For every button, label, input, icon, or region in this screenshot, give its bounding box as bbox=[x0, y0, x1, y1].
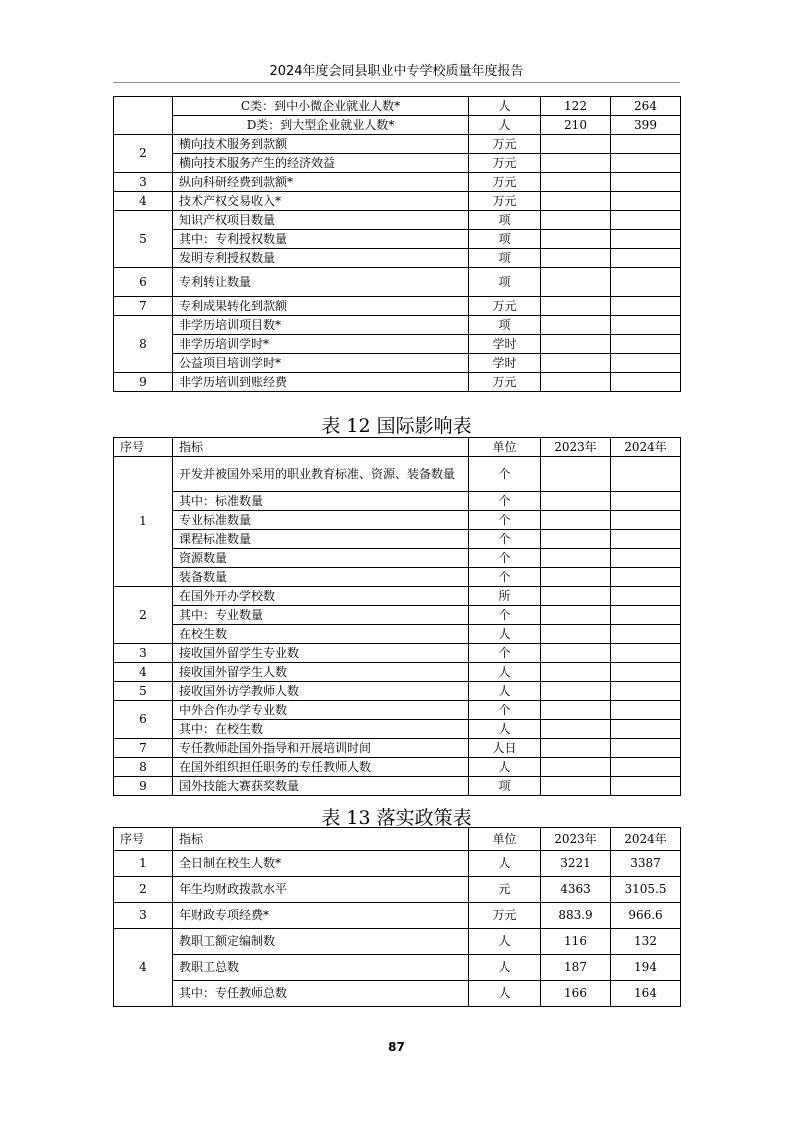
value-2023-cell bbox=[541, 173, 611, 192]
value-2023-cell bbox=[541, 316, 611, 335]
table-row bbox=[114, 335, 681, 354]
indicator-cell: 国外技能大赛获奖数量 bbox=[173, 777, 469, 796]
value-2024-cell bbox=[611, 511, 681, 530]
header-unit: 单位 bbox=[469, 438, 541, 457]
table-row bbox=[114, 739, 681, 758]
value-2023-cell: 187 bbox=[541, 955, 611, 981]
value-2023-cell bbox=[541, 682, 611, 701]
table-row bbox=[114, 587, 681, 606]
header-no: 序号 bbox=[114, 438, 173, 457]
table-row bbox=[114, 568, 681, 587]
value-2023-cell bbox=[541, 549, 611, 568]
value-2024-cell: 399 bbox=[611, 116, 681, 135]
indicator-cell: C类：到中小微企业就业人数* bbox=[173, 97, 469, 116]
table-row bbox=[114, 663, 681, 682]
unit-cell: 项 bbox=[469, 268, 541, 297]
value-2023-cell: 122 bbox=[541, 97, 611, 116]
table-row bbox=[114, 644, 681, 663]
value-2024-cell bbox=[611, 230, 681, 249]
value-2023-cell bbox=[541, 135, 611, 154]
value-2023-cell bbox=[541, 625, 611, 644]
indicator-cell: 接收国外留学生人数 bbox=[173, 663, 469, 682]
value-2024-cell bbox=[611, 211, 681, 230]
header-2023: 2023年 bbox=[541, 438, 611, 457]
header-indicator: 指标 bbox=[173, 438, 469, 457]
row-number: 5 bbox=[114, 211, 173, 268]
table-row bbox=[114, 955, 681, 981]
value-2023-cell bbox=[541, 335, 611, 354]
value-2023-cell bbox=[541, 373, 611, 392]
table-row bbox=[114, 606, 681, 625]
header-2024: 2024年 bbox=[611, 828, 681, 851]
value-2024-cell bbox=[611, 663, 681, 682]
table-row bbox=[114, 316, 681, 335]
unit-cell: 个 bbox=[469, 457, 541, 492]
unit-cell: 万元 bbox=[469, 373, 541, 392]
value-2024-cell bbox=[611, 606, 681, 625]
header-no: 序号 bbox=[114, 828, 173, 851]
indicator-cell: 其中：在校生数 bbox=[173, 720, 469, 739]
table-row bbox=[114, 354, 681, 373]
row-number: 8 bbox=[114, 316, 173, 373]
value-2023-cell bbox=[541, 268, 611, 297]
unit-cell: 项 bbox=[469, 249, 541, 268]
table-row bbox=[114, 758, 681, 777]
row-number: 3 bbox=[114, 644, 173, 663]
table-13-title: 表 13 落实政策表 bbox=[321, 807, 472, 829]
table-row bbox=[114, 981, 681, 1007]
value-2024-cell bbox=[611, 297, 681, 316]
value-2024-cell bbox=[611, 192, 681, 211]
table-row bbox=[114, 701, 681, 720]
indicator-cell: 在国外组织担任职务的专任教师人数 bbox=[173, 758, 469, 777]
unit-cell: 万元 bbox=[469, 297, 541, 316]
indicator-cell: 年财政专项经费* bbox=[173, 903, 469, 929]
table-12 bbox=[113, 437, 681, 796]
indicator-cell: 专利转让数量 bbox=[173, 268, 469, 297]
indicator-cell: 全日制在校生人数* bbox=[173, 851, 469, 877]
value-2023-cell bbox=[541, 457, 611, 492]
value-2023-cell: 166 bbox=[541, 981, 611, 1007]
row-number: 5 bbox=[114, 682, 173, 701]
row-number bbox=[114, 97, 173, 135]
row-number: 2 bbox=[114, 877, 173, 903]
unit-cell: 所 bbox=[469, 587, 541, 606]
value-2024-cell bbox=[611, 720, 681, 739]
value-2024-cell bbox=[611, 587, 681, 606]
value-2023-cell bbox=[541, 587, 611, 606]
indicator-cell: 开发并被国外采用的职业教育标准、资源、装备数量 bbox=[173, 457, 469, 492]
indicator-cell: 发明专利授权数量 bbox=[173, 249, 469, 268]
unit-cell: 项 bbox=[469, 211, 541, 230]
unit-cell: 人日 bbox=[469, 739, 541, 758]
unit-cell: 人 bbox=[469, 851, 541, 877]
indicator-cell: 专业标准数量 bbox=[173, 511, 469, 530]
indicator-cell: 教职工总数 bbox=[173, 955, 469, 981]
unit-cell: 万元 bbox=[469, 154, 541, 173]
unit-cell: 人 bbox=[469, 720, 541, 739]
unit-cell: 个 bbox=[469, 549, 541, 568]
value-2023-cell bbox=[541, 701, 611, 720]
unit-cell: 人 bbox=[469, 625, 541, 644]
value-2023-cell bbox=[541, 211, 611, 230]
row-number: 2 bbox=[114, 135, 173, 173]
unit-cell: 人 bbox=[469, 97, 541, 116]
unit-cell: 万元 bbox=[469, 173, 541, 192]
indicator-cell: 装备数量 bbox=[173, 568, 469, 587]
page-number: 87 bbox=[388, 1040, 405, 1054]
table-row bbox=[114, 116, 681, 135]
table-row bbox=[114, 549, 681, 568]
unit-cell: 人 bbox=[469, 682, 541, 701]
indicator-cell: 其中：专利授权数量 bbox=[173, 230, 469, 249]
value-2024-cell bbox=[611, 625, 681, 644]
table-row bbox=[114, 877, 681, 903]
indicator-cell: 中外合作办学专业数 bbox=[173, 701, 469, 720]
table-row bbox=[114, 249, 681, 268]
value-2024-cell bbox=[611, 777, 681, 796]
value-2023-cell bbox=[541, 720, 611, 739]
row-number: 9 bbox=[114, 373, 173, 392]
unit-cell: 万元 bbox=[469, 135, 541, 154]
value-2024-cell bbox=[611, 154, 681, 173]
table-row bbox=[114, 192, 681, 211]
header-divider bbox=[113, 82, 680, 83]
indicator-cell: 非学历培训项目数* bbox=[173, 316, 469, 335]
value-2023-cell bbox=[541, 511, 611, 530]
unit-cell: 人 bbox=[469, 663, 541, 682]
value-2023-cell bbox=[541, 154, 611, 173]
table-row bbox=[114, 457, 681, 492]
indicator-cell: 接收国外留学生专业数 bbox=[173, 644, 469, 663]
unit-cell: 学时 bbox=[469, 335, 541, 354]
table-row bbox=[114, 903, 681, 929]
unit-cell: 项 bbox=[469, 230, 541, 249]
value-2024-cell bbox=[611, 530, 681, 549]
table-row bbox=[114, 511, 681, 530]
row-number: 8 bbox=[114, 758, 173, 777]
indicator-cell: 知识产权项目数量 bbox=[173, 211, 469, 230]
table-row bbox=[114, 373, 681, 392]
row-number: 7 bbox=[114, 739, 173, 758]
header-2023: 2023年 bbox=[541, 828, 611, 851]
unit-cell: 个 bbox=[469, 606, 541, 625]
value-2024-cell bbox=[611, 549, 681, 568]
unit-cell: 人 bbox=[469, 929, 541, 955]
value-2024-cell: 966.6 bbox=[611, 903, 681, 929]
table-12-title: 表 12 国际影响表 bbox=[321, 415, 472, 437]
value-2023-cell bbox=[541, 230, 611, 249]
row-number: 4 bbox=[114, 192, 173, 211]
indicator-cell: 专任教师赴国外指导和开展培训时间 bbox=[173, 739, 469, 758]
row-number: 6 bbox=[114, 701, 173, 739]
table-row bbox=[114, 720, 681, 739]
value-2024-cell bbox=[611, 457, 681, 492]
row-number: 7 bbox=[114, 297, 173, 316]
value-2024-cell bbox=[611, 492, 681, 511]
table-header-row bbox=[114, 828, 681, 851]
unit-cell: 个 bbox=[469, 530, 541, 549]
value-2023-cell bbox=[541, 739, 611, 758]
table-row bbox=[114, 929, 681, 955]
value-2024-cell bbox=[611, 644, 681, 663]
value-2023-cell bbox=[541, 192, 611, 211]
value-2024-cell bbox=[611, 268, 681, 297]
row-number: 9 bbox=[114, 777, 173, 796]
unit-cell: 人 bbox=[469, 758, 541, 777]
table-row bbox=[114, 230, 681, 249]
indicator-cell: 教职工额定编制数 bbox=[173, 929, 469, 955]
indicator-cell: 在校生数 bbox=[173, 625, 469, 644]
row-number: 1 bbox=[114, 851, 173, 877]
table-row bbox=[114, 625, 681, 644]
value-2023-cell: 116 bbox=[541, 929, 611, 955]
unit-cell: 项 bbox=[469, 777, 541, 796]
value-2024-cell bbox=[611, 335, 681, 354]
value-2024-cell bbox=[611, 316, 681, 335]
header-indicator: 指标 bbox=[173, 828, 469, 851]
table-row bbox=[114, 154, 681, 173]
row-number: 6 bbox=[114, 268, 173, 297]
value-2024-cell bbox=[611, 249, 681, 268]
page-header-title: 2024年度会同县职业中专学校质量年度报告 bbox=[269, 64, 524, 79]
unit-cell: 个 bbox=[469, 568, 541, 587]
value-2023-cell bbox=[541, 492, 611, 511]
table-continued bbox=[113, 96, 681, 392]
unit-cell: 人 bbox=[469, 116, 541, 135]
table-row bbox=[114, 268, 681, 297]
value-2023-cell bbox=[541, 530, 611, 549]
indicator-cell: 其中：专任教师总数 bbox=[173, 981, 469, 1007]
indicator-cell: 非学历培训到账经费 bbox=[173, 373, 469, 392]
value-2024-cell bbox=[611, 701, 681, 720]
indicator-cell: 年生均财政拨款水平 bbox=[173, 877, 469, 903]
value-2023-cell: 883.9 bbox=[541, 903, 611, 929]
indicator-cell: 横向技术服务到款额 bbox=[173, 135, 469, 154]
header-2024: 2024年 bbox=[611, 438, 681, 457]
indicator-cell: D类：到大型企业就业人数* bbox=[173, 116, 469, 135]
table-row bbox=[114, 492, 681, 511]
row-number: 2 bbox=[114, 587, 173, 644]
value-2024-cell bbox=[611, 173, 681, 192]
table-row bbox=[114, 297, 681, 316]
table-row bbox=[114, 97, 681, 116]
value-2023-cell bbox=[541, 249, 611, 268]
indicator-cell: 课程标准数量 bbox=[173, 530, 469, 549]
indicator-cell: 技术产权交易收入* bbox=[173, 192, 469, 211]
table-row bbox=[114, 211, 681, 230]
indicator-cell: 横向技术服务产生的经济效益 bbox=[173, 154, 469, 173]
table-row bbox=[114, 682, 681, 701]
indicator-cell: 在国外开办学校数 bbox=[173, 587, 469, 606]
table-row bbox=[114, 851, 681, 877]
value-2023-cell bbox=[541, 777, 611, 796]
value-2024-cell bbox=[611, 682, 681, 701]
value-2024-cell: 3105.5 bbox=[611, 877, 681, 903]
table-header-row bbox=[114, 438, 681, 457]
value-2023-cell bbox=[541, 644, 611, 663]
value-2024-cell: 194 bbox=[611, 955, 681, 981]
value-2023-cell: 210 bbox=[541, 116, 611, 135]
unit-cell: 个 bbox=[469, 701, 541, 720]
unit-cell: 万元 bbox=[469, 903, 541, 929]
value-2023-cell bbox=[541, 354, 611, 373]
value-2024-cell: 264 bbox=[611, 97, 681, 116]
unit-cell: 万元 bbox=[469, 192, 541, 211]
row-number: 4 bbox=[114, 929, 173, 1007]
table-row bbox=[114, 173, 681, 192]
value-2024-cell: 132 bbox=[611, 929, 681, 955]
indicator-cell: 公益项目培训学时* bbox=[173, 354, 469, 373]
indicator-cell: 纵向科研经费到款额* bbox=[173, 173, 469, 192]
unit-cell: 个 bbox=[469, 644, 541, 663]
value-2024-cell: 164 bbox=[611, 981, 681, 1007]
unit-cell: 人 bbox=[469, 955, 541, 981]
value-2023-cell bbox=[541, 758, 611, 777]
unit-cell: 学时 bbox=[469, 354, 541, 373]
value-2024-cell bbox=[611, 354, 681, 373]
value-2023-cell bbox=[541, 568, 611, 587]
table-row bbox=[114, 135, 681, 154]
indicator-cell: 专利成果转化到款额 bbox=[173, 297, 469, 316]
unit-cell: 个 bbox=[469, 511, 541, 530]
unit-cell: 项 bbox=[469, 316, 541, 335]
table-row bbox=[114, 777, 681, 796]
unit-cell: 人 bbox=[469, 981, 541, 1007]
table-row bbox=[114, 530, 681, 549]
indicator-cell: 非学历培训学时* bbox=[173, 335, 469, 354]
unit-cell: 元 bbox=[469, 877, 541, 903]
row-number: 4 bbox=[114, 663, 173, 682]
value-2024-cell bbox=[611, 568, 681, 587]
row-number: 3 bbox=[114, 903, 173, 929]
indicator-cell: 接收国外访学教师人数 bbox=[173, 682, 469, 701]
value-2023-cell: 4363 bbox=[541, 877, 611, 903]
value-2023-cell: 3221 bbox=[541, 851, 611, 877]
value-2024-cell bbox=[611, 739, 681, 758]
table-13 bbox=[113, 827, 681, 1007]
unit-cell: 个 bbox=[469, 492, 541, 511]
header-unit: 单位 bbox=[469, 828, 541, 851]
row-number: 3 bbox=[114, 173, 173, 192]
indicator-cell: 资源数量 bbox=[173, 549, 469, 568]
value-2024-cell: 3387 bbox=[611, 851, 681, 877]
value-2024-cell bbox=[611, 758, 681, 777]
value-2023-cell bbox=[541, 606, 611, 625]
value-2023-cell bbox=[541, 663, 611, 682]
row-number: 1 bbox=[114, 457, 173, 587]
indicator-cell: 其中：标准数量 bbox=[173, 492, 469, 511]
value-2024-cell bbox=[611, 373, 681, 392]
value-2023-cell bbox=[541, 297, 611, 316]
value-2024-cell bbox=[611, 135, 681, 154]
indicator-cell: 其中：专业数量 bbox=[173, 606, 469, 625]
